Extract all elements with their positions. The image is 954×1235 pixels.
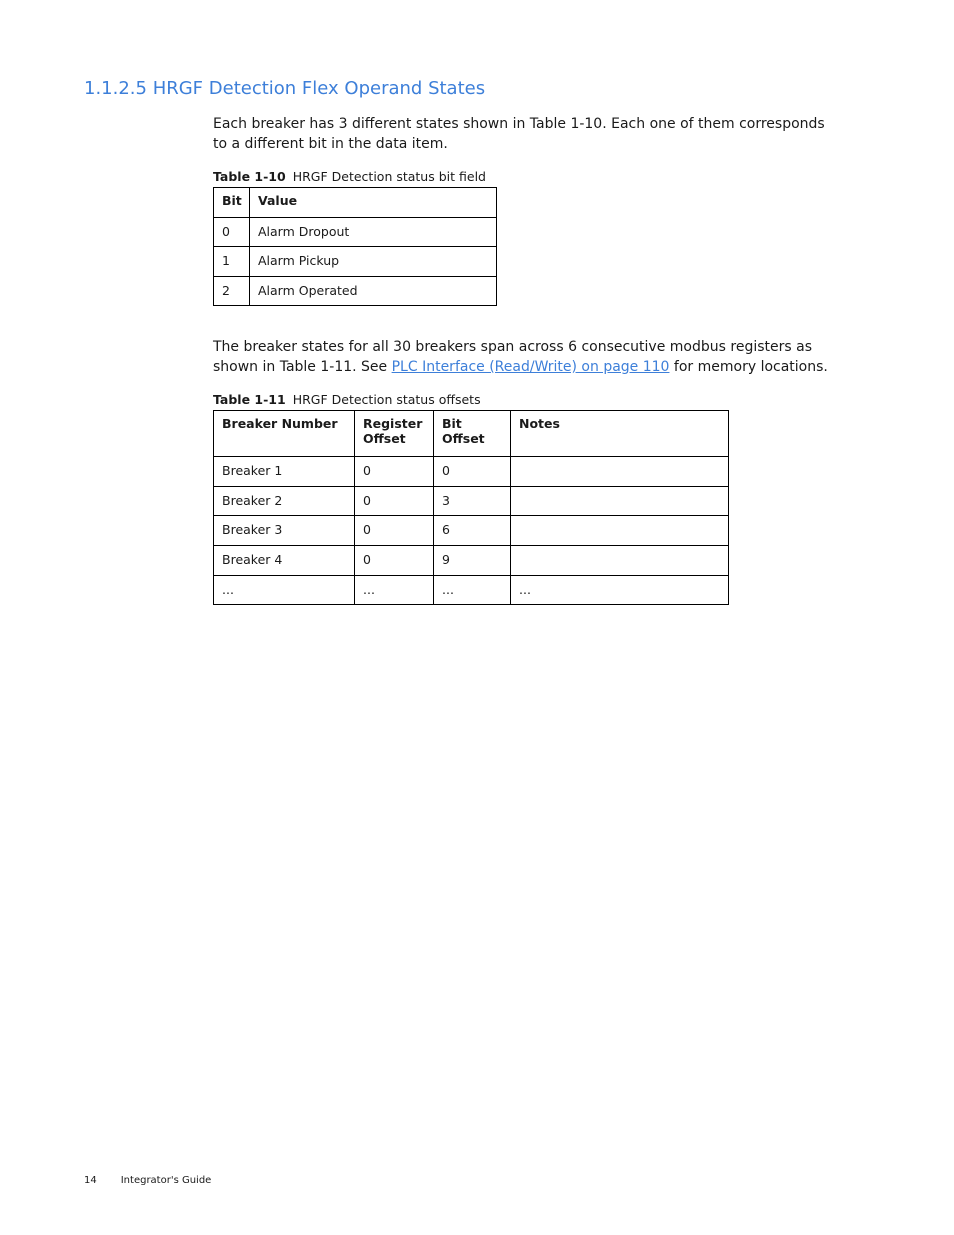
table-row — [214, 247, 497, 277]
header-notes: Notes — [511, 411, 729, 457]
paragraph-text: for memory locations. — [669, 359, 828, 375]
caption-number: Table 1-10 — [213, 169, 286, 184]
header-bit: Bit — [214, 188, 250, 218]
table-row — [214, 217, 497, 247]
table-cell: 0 — [355, 457, 434, 487]
table-cell — [511, 486, 729, 516]
table-cell: 0 — [355, 486, 434, 516]
table-cell: Alarm Pickup — [250, 247, 497, 277]
table-cell: Breaker 2 — [214, 486, 355, 516]
table-row — [214, 486, 729, 516]
table-cell: 3 — [434, 486, 511, 516]
header-bit-offset: Bit Offset — [434, 411, 511, 457]
table-cell: 1 — [214, 247, 250, 277]
table-cell: 6 — [434, 516, 511, 546]
page-footer — [84, 1175, 211, 1186]
caption-text: HRGF Detection status bit field — [292, 169, 486, 184]
table-1-10-caption — [213, 169, 486, 184]
table-1-11-caption — [213, 392, 481, 407]
section-title: 1.1.2.5 HRGF Detection Flex Operand States — [84, 78, 486, 99]
table-row — [214, 276, 497, 306]
bit-field-table — [213, 187, 497, 306]
plc-interface-link[interactable]: PLC Interface (Read/Write) on page 110 — [391, 359, 670, 375]
table-cell: 9 — [434, 546, 511, 576]
registers-paragraph — [213, 337, 838, 377]
table-header-row — [214, 411, 729, 457]
table-cell: ... — [511, 575, 729, 605]
table-cell: 2 — [214, 276, 250, 306]
header-register-offset: Register Offset — [355, 411, 434, 457]
caption-text: HRGF Detection status offsets — [292, 392, 481, 407]
table-cell: Alarm Operated — [250, 276, 497, 306]
table-row — [214, 516, 729, 546]
table-cell: 0 — [355, 516, 434, 546]
table-cell: ... — [214, 575, 355, 605]
table-cell: Breaker 4 — [214, 546, 355, 576]
page-number: 14 — [84, 1175, 97, 1186]
header-value: Value — [250, 188, 497, 218]
table-cell: Breaker 1 — [214, 457, 355, 487]
table-row — [214, 546, 729, 576]
header-breaker-number: Breaker Number — [214, 411, 355, 457]
table-cell — [511, 516, 729, 546]
paragraph-text: The breaker states for all 30 breakers span across 6 consecutive modbus registers as shown in Table 1-11. See — [213, 339, 812, 375]
table-cell: Alarm Dropout — [250, 217, 497, 247]
table-cell: ... — [355, 575, 434, 605]
status-offsets-table — [213, 410, 729, 605]
intro-paragraph: Each breaker has 3 different states shown in Table 1-10. Each one of them corresponds to a different bit in the data item. — [213, 116, 825, 152]
table-cell: Breaker 3 — [214, 516, 355, 546]
table-cell — [511, 457, 729, 487]
table-cell: 0 — [434, 457, 511, 487]
document-title: Integrator's Guide — [120, 1175, 212, 1186]
table-cell — [511, 546, 729, 576]
table-row — [214, 457, 729, 487]
caption-number: Table 1-11 — [213, 392, 286, 407]
table-row — [214, 575, 729, 605]
table-cell: 0 — [355, 546, 434, 576]
table-cell: ... — [434, 575, 511, 605]
table-cell: 0 — [214, 217, 250, 247]
table-header-row — [214, 188, 497, 218]
